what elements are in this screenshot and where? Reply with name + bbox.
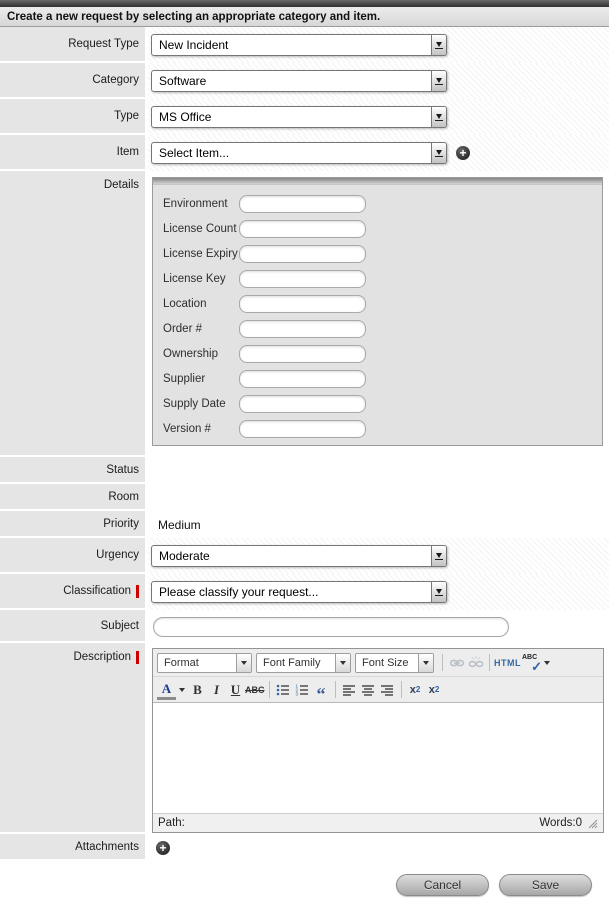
license-count-field[interactable] xyxy=(239,220,366,238)
row-classification xyxy=(0,574,609,610)
row-subject xyxy=(0,610,609,643)
supply-date-field[interactable] xyxy=(239,395,366,413)
type-label: Type xyxy=(0,99,148,135)
chevron-down-icon xyxy=(431,143,446,163)
toolbar-separator xyxy=(442,654,443,671)
underline-button[interactable]: U xyxy=(230,681,241,697)
editor-word-count: Words:0 xyxy=(539,817,582,829)
item-value: Select Item... xyxy=(159,146,230,160)
room-label: Room xyxy=(0,484,148,511)
details-label: Details xyxy=(0,171,148,457)
row-priority xyxy=(0,511,609,538)
request-type-label: Request Type xyxy=(0,27,148,63)
environment-field[interactable] xyxy=(239,195,366,213)
strikethrough-button[interactable]: ABC xyxy=(245,684,265,695)
font-size-listbox[interactable] xyxy=(355,653,434,673)
row-item xyxy=(0,135,609,171)
version-number-label: Version # xyxy=(163,423,211,435)
subject-label: Subject xyxy=(0,610,148,643)
location-label: Location xyxy=(163,298,207,310)
font-size-value: Font Size xyxy=(362,656,409,669)
order-number-label: Order # xyxy=(163,323,202,335)
italic-button[interactable]: I xyxy=(213,681,220,697)
resize-grip-icon[interactable] xyxy=(587,818,598,829)
font-family-value: Font Family xyxy=(263,656,321,669)
urgency-select[interactable] xyxy=(151,545,447,567)
row-room xyxy=(0,484,609,511)
form-header xyxy=(0,7,609,27)
license-expiry-label: License Expiry xyxy=(163,248,238,260)
svg-text:1: 1 xyxy=(295,683,299,688)
license-expiry-field[interactable] xyxy=(239,245,366,263)
insert-link-icon[interactable] xyxy=(447,653,466,673)
required-indicator xyxy=(136,651,139,664)
chevron-down-icon xyxy=(418,654,433,672)
svg-text:2: 2 xyxy=(295,687,299,692)
category-select[interactable] xyxy=(151,70,447,92)
chevron-down-icon xyxy=(431,546,446,566)
editor-toolbar-row1 xyxy=(153,649,603,677)
order-number-field[interactable] xyxy=(239,320,366,338)
details-panel xyxy=(152,177,603,446)
row-request-type xyxy=(0,27,609,63)
priority-value: Medium xyxy=(158,517,201,532)
font-color-button[interactable]: A xyxy=(157,680,176,700)
detail-row-supplier xyxy=(163,370,602,388)
svg-text:3: 3 xyxy=(295,691,299,696)
chevron-down-icon xyxy=(431,107,446,127)
supplier-label: Supplier xyxy=(163,373,206,385)
toolbar-separator xyxy=(269,681,270,698)
description-editor-body[interactable] xyxy=(153,703,603,813)
details-panel-scrollbar[interactable] xyxy=(153,178,602,185)
align-center-icon[interactable] xyxy=(359,680,378,700)
urgency-label: Urgency xyxy=(0,538,148,574)
detail-row-order xyxy=(163,320,602,338)
html-source-button[interactable]: HTML xyxy=(494,657,521,668)
row-category xyxy=(0,63,609,99)
editor-toolbar-row2 xyxy=(153,677,603,703)
align-right-icon[interactable] xyxy=(378,680,397,700)
align-left-icon[interactable] xyxy=(340,680,359,700)
toolbar-separator xyxy=(489,654,490,671)
editor-path-label: Path: xyxy=(158,817,185,829)
description-label: Description xyxy=(0,643,148,834)
required-indicator xyxy=(136,585,139,598)
chevron-down-icon xyxy=(236,654,251,672)
environment-label: Environment xyxy=(163,198,228,210)
font-family-listbox[interactable] xyxy=(256,653,351,673)
license-key-label: License Key xyxy=(163,273,226,285)
detail-row-license-key xyxy=(163,270,602,288)
blockquote-button[interactable]: “ xyxy=(316,683,326,704)
spellcheck-menu-chevron-icon[interactable] xyxy=(544,661,550,665)
row-details xyxy=(0,171,609,457)
subscript-button[interactable]: x 2 xyxy=(409,683,421,696)
license-key-field[interactable] xyxy=(239,270,366,288)
save-button[interactable]: Save xyxy=(499,874,592,896)
detail-row-license-count xyxy=(163,220,602,238)
status-label: Status xyxy=(0,457,148,484)
item-label: Item xyxy=(0,135,148,171)
format-value: Format xyxy=(164,656,199,669)
classification-value: Please classify your request... xyxy=(159,585,319,599)
item-select[interactable] xyxy=(151,142,447,164)
numbered-list-icon[interactable] xyxy=(293,680,312,700)
toolbar-separator xyxy=(401,681,402,698)
bold-button[interactable]: B xyxy=(193,681,202,697)
bullet-list-icon[interactable] xyxy=(274,680,293,700)
row-type xyxy=(0,99,609,135)
detail-row-version xyxy=(163,420,602,438)
location-field[interactable] xyxy=(239,295,366,313)
add-item-icon[interactable]: + xyxy=(456,146,470,160)
format-listbox[interactable] xyxy=(157,653,252,673)
superscript-button[interactable]: x 2 xyxy=(428,683,440,696)
attachments-label: Attachments xyxy=(0,834,148,861)
detail-row-license-expiry xyxy=(163,245,602,263)
priority-label: Priority xyxy=(0,511,148,538)
spellcheck-icon[interactable]: ABC ✓ xyxy=(522,653,542,674)
type-select[interactable] xyxy=(151,106,447,128)
row-status xyxy=(0,457,609,484)
request-type-select[interactable] xyxy=(151,34,447,56)
supply-date-label: Supply Date xyxy=(163,398,226,410)
detail-row-environment xyxy=(163,195,602,213)
request-type-value: New Incident xyxy=(159,38,229,52)
classification-label: Classification xyxy=(0,574,148,610)
detail-row-location xyxy=(163,295,602,313)
license-count-label: License Count xyxy=(163,223,237,235)
form-header-title: Create a new request by selecting an appropriate category and item. xyxy=(7,10,381,23)
description-rich-text-editor xyxy=(152,648,604,833)
urgency-value: Moderate xyxy=(159,549,210,563)
ownership-field[interactable] xyxy=(239,345,366,363)
remove-link-icon[interactable] xyxy=(466,653,485,673)
category-value: Software xyxy=(159,74,207,88)
detail-row-ownership xyxy=(163,345,602,363)
cancel-button[interactable]: Cancel xyxy=(396,874,489,896)
chevron-down-icon xyxy=(335,654,350,672)
row-description xyxy=(0,643,609,834)
type-value: MS Office xyxy=(159,110,212,124)
add-attachment-icon[interactable]: + xyxy=(156,841,170,855)
ownership-label: Ownership xyxy=(163,348,218,360)
toolbar-separator xyxy=(335,681,336,698)
window-top-bar xyxy=(0,0,609,7)
category-label: Category xyxy=(0,63,148,99)
form-footer xyxy=(0,861,609,896)
row-attachments xyxy=(0,834,609,861)
chevron-down-icon xyxy=(431,582,446,602)
detail-row-supply-date xyxy=(163,395,602,413)
editor-status-bar xyxy=(153,813,603,832)
supplier-field[interactable] xyxy=(239,370,366,388)
classification-select[interactable] xyxy=(151,581,447,603)
chevron-down-icon xyxy=(431,35,446,55)
row-urgency xyxy=(0,538,609,574)
subject-field[interactable] xyxy=(153,617,509,637)
font-color-menu-chevron-icon[interactable] xyxy=(179,688,185,692)
chevron-down-icon xyxy=(431,71,446,91)
version-number-field[interactable] xyxy=(239,420,366,438)
